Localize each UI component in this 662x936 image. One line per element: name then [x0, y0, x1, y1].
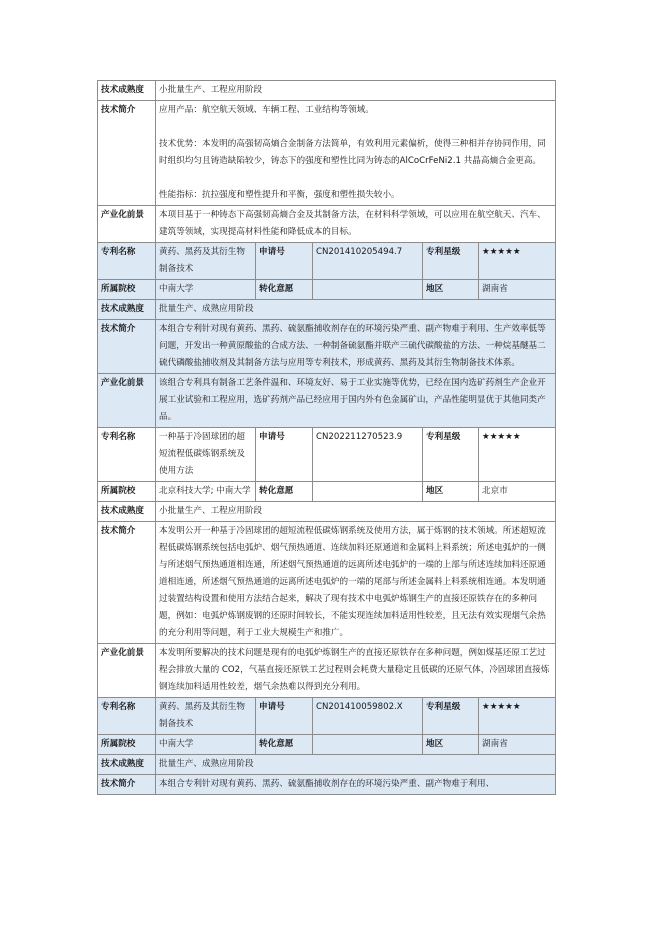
table-row	[98, 280, 556, 300]
table-row	[98, 374, 556, 428]
region-label: 地区	[423, 735, 479, 755]
intro-paragraph: 技术优势：本发明的高强韧高熵合金制备方法简单，有效利用元素偏析，使得三种相并存协同作用，同时组织均匀且铸造缺陷较少，铸态下的强度和塑性比同为铸态的AlCoCrFeNi2.1 共晶高熵合金更高。	[159, 139, 546, 166]
transfer-label: 转化意愿	[256, 482, 313, 502]
school-value: 中南大学	[156, 280, 256, 300]
intro-value: 本组合专利针对现有黄药、黑药、硫氨酯捕收剂存在的环境污染严重、副产物难于利用、	[156, 775, 556, 795]
intro-value	[156, 101, 556, 206]
intro-label: 技术简介	[98, 522, 156, 644]
intro-label: 技术简介	[98, 775, 156, 795]
table-row	[98, 755, 556, 775]
app-no-label: 申请号	[256, 428, 313, 482]
star-label: 专利星级	[423, 243, 479, 280]
maturity-value: 小批量生产、工程应用阶段	[156, 502, 556, 522]
intro-label: 技术简介	[98, 320, 156, 374]
school-label: 所属院校	[98, 482, 156, 502]
region-label: 地区	[423, 482, 479, 502]
table-row	[98, 320, 556, 374]
transfer-value	[313, 280, 423, 300]
app-no-label: 申请号	[256, 243, 313, 280]
table-row	[98, 300, 556, 320]
region-value: 湖南省	[479, 280, 556, 300]
app-no-value: CN202211270523.9	[313, 428, 423, 482]
school-value: 北京科技大学; 中南大学	[156, 482, 256, 502]
table-row	[98, 522, 556, 644]
patent-name-value: 黄药、黑药及其衍生物制备技术	[156, 243, 256, 280]
intro-paragraph: 应用产品：航空航天领域、车辆工程、工业结构等领域。	[159, 105, 374, 115]
transfer-value	[313, 735, 423, 755]
table-row	[98, 644, 556, 698]
intro-value: 本发明公开一种基于冷固球团的超短流程低碳炼钢系统及使用方法，属于炼钢的技术领域。所述超短流程低碳炼钢系统包括电弧炉、烟气预热通道、连续加料还原通道和金属料上料系统；所述电弧炉的一侧与所述烟气预热通道相连通，所述烟气预热通道的远离所述电弧炉的一端的上部与所述连续加料还原通道相连通，所述烟气预热通道的远离所述电弧炉的一端的尾部与所述金属料上料系统相连通。本发明通过装置结构设置和使用方法结合起来，解决了现有技术中电弧炉炼钢生产的直接还原铁存在的多种问题，例如：电弧炉炼钢废钢的还原时间较长，不能实现连续加料适用性较差，且无法有效实现烟气余热的充分利用等问题，利于工业大规模生产和推广。	[156, 522, 556, 644]
patent-listing-page	[97, 80, 555, 795]
prospect-label: 产业化前景	[98, 374, 156, 428]
prospect-value: 本项目基于一种铸态下高强韧高熵合金及其制备方法，在材料科学领域，可以应用在航空航天、汽车、建筑等领域，实现提高材料性能和降低成本的目标。	[156, 206, 556, 243]
transfer-value	[313, 482, 423, 502]
prospect-label: 产业化前景	[98, 644, 156, 698]
prospect-label: 产业化前景	[98, 206, 156, 243]
region-value: 湖南省	[479, 735, 556, 755]
table-row	[98, 775, 556, 795]
maturity-label: 技术成熟度	[98, 300, 156, 320]
maturity-label: 技术成熟度	[98, 755, 156, 775]
maturity-value: 批量生产、成熟应用阶段	[156, 300, 556, 320]
maturity-label: 技术成熟度	[98, 81, 156, 101]
region-value: 北京市	[479, 482, 556, 502]
prospect-value: 该组合专利具有制备工艺条件温和、环境友好、易于工业实施等优势，已经在国内选矿药剂生产企业开展工业试验和工程应用，选矿药剂产品已经应用于国内外有色金属矿山，产品性能明显优于其他同类产品。	[156, 374, 556, 428]
patent-table	[97, 80, 556, 795]
transfer-label: 转化意愿	[256, 280, 313, 300]
patent-name-label: 专利名称	[98, 428, 156, 482]
table-row	[98, 735, 556, 755]
patent-name-value: 黄药、黑药及其衍生物制备技术	[156, 698, 256, 735]
table-row	[98, 101, 556, 206]
table-row	[98, 206, 556, 243]
star-rating: ★★★★★	[479, 243, 556, 280]
school-value: 中南大学	[156, 735, 256, 755]
patent-name-value: 一种基于冷固球团的超短流程低碳炼钢系统及使用方法	[156, 428, 256, 482]
intro-label: 技术简介	[98, 101, 156, 206]
school-label: 所属院校	[98, 280, 156, 300]
table-row	[98, 243, 556, 280]
star-label: 专利星级	[423, 428, 479, 482]
transfer-label: 转化意愿	[256, 735, 313, 755]
table-row	[98, 81, 556, 101]
table-row	[98, 482, 556, 502]
app-no-value: CN201410059802.X	[313, 698, 423, 735]
star-rating: ★★★★★	[479, 428, 556, 482]
table-row	[98, 428, 556, 482]
school-label: 所属院校	[98, 735, 156, 755]
intro-paragraph: 性能指标：抗拉强度和塑性提升和平衡，强度和塑性损失较小。	[159, 190, 400, 200]
app-no-value: CN201410205494.7	[313, 243, 423, 280]
patent-name-label: 专利名称	[98, 243, 156, 280]
maturity-value: 小批量生产、工程应用阶段	[156, 81, 556, 101]
patent-name-label: 专利名称	[98, 698, 156, 735]
star-label: 专利星级	[423, 698, 479, 735]
table-row	[98, 698, 556, 735]
app-no-label: 申请号	[256, 698, 313, 735]
maturity-value: 批量生产、成熟应用阶段	[156, 755, 556, 775]
intro-value: 本组合专利针对现有黄药、黑药、硫氨酯捕收剂存在的环境污染严重、副产物难于利用、生产效率低等问题，开发出一种黄原酸盐的合成方法、一种制备硫氨酯并联产三硫代碳酸盐的方法、一种烷基醚基二硫代磷酸盐捕收剂及其制备方法与应用等专利技术，形成黄药、黑药及其衍生物制备技术体系。	[156, 320, 556, 374]
prospect-value: 本发明所要解决的技术问题是现有的电弧炉炼钢生产的直接还原铁存在多种问题，例如煤基还原工艺过程会排放大量的 CO2，气基直接还原铁工艺过程则会耗费大量稳定且低碳的还原气体，冷固球团直接炼钢连续加料适用性较差，烟气余热难以得到充分利用。	[156, 644, 556, 698]
table-row	[98, 502, 556, 522]
maturity-label: 技术成熟度	[98, 502, 156, 522]
star-rating: ★★★★★	[479, 698, 556, 735]
region-label: 地区	[423, 280, 479, 300]
